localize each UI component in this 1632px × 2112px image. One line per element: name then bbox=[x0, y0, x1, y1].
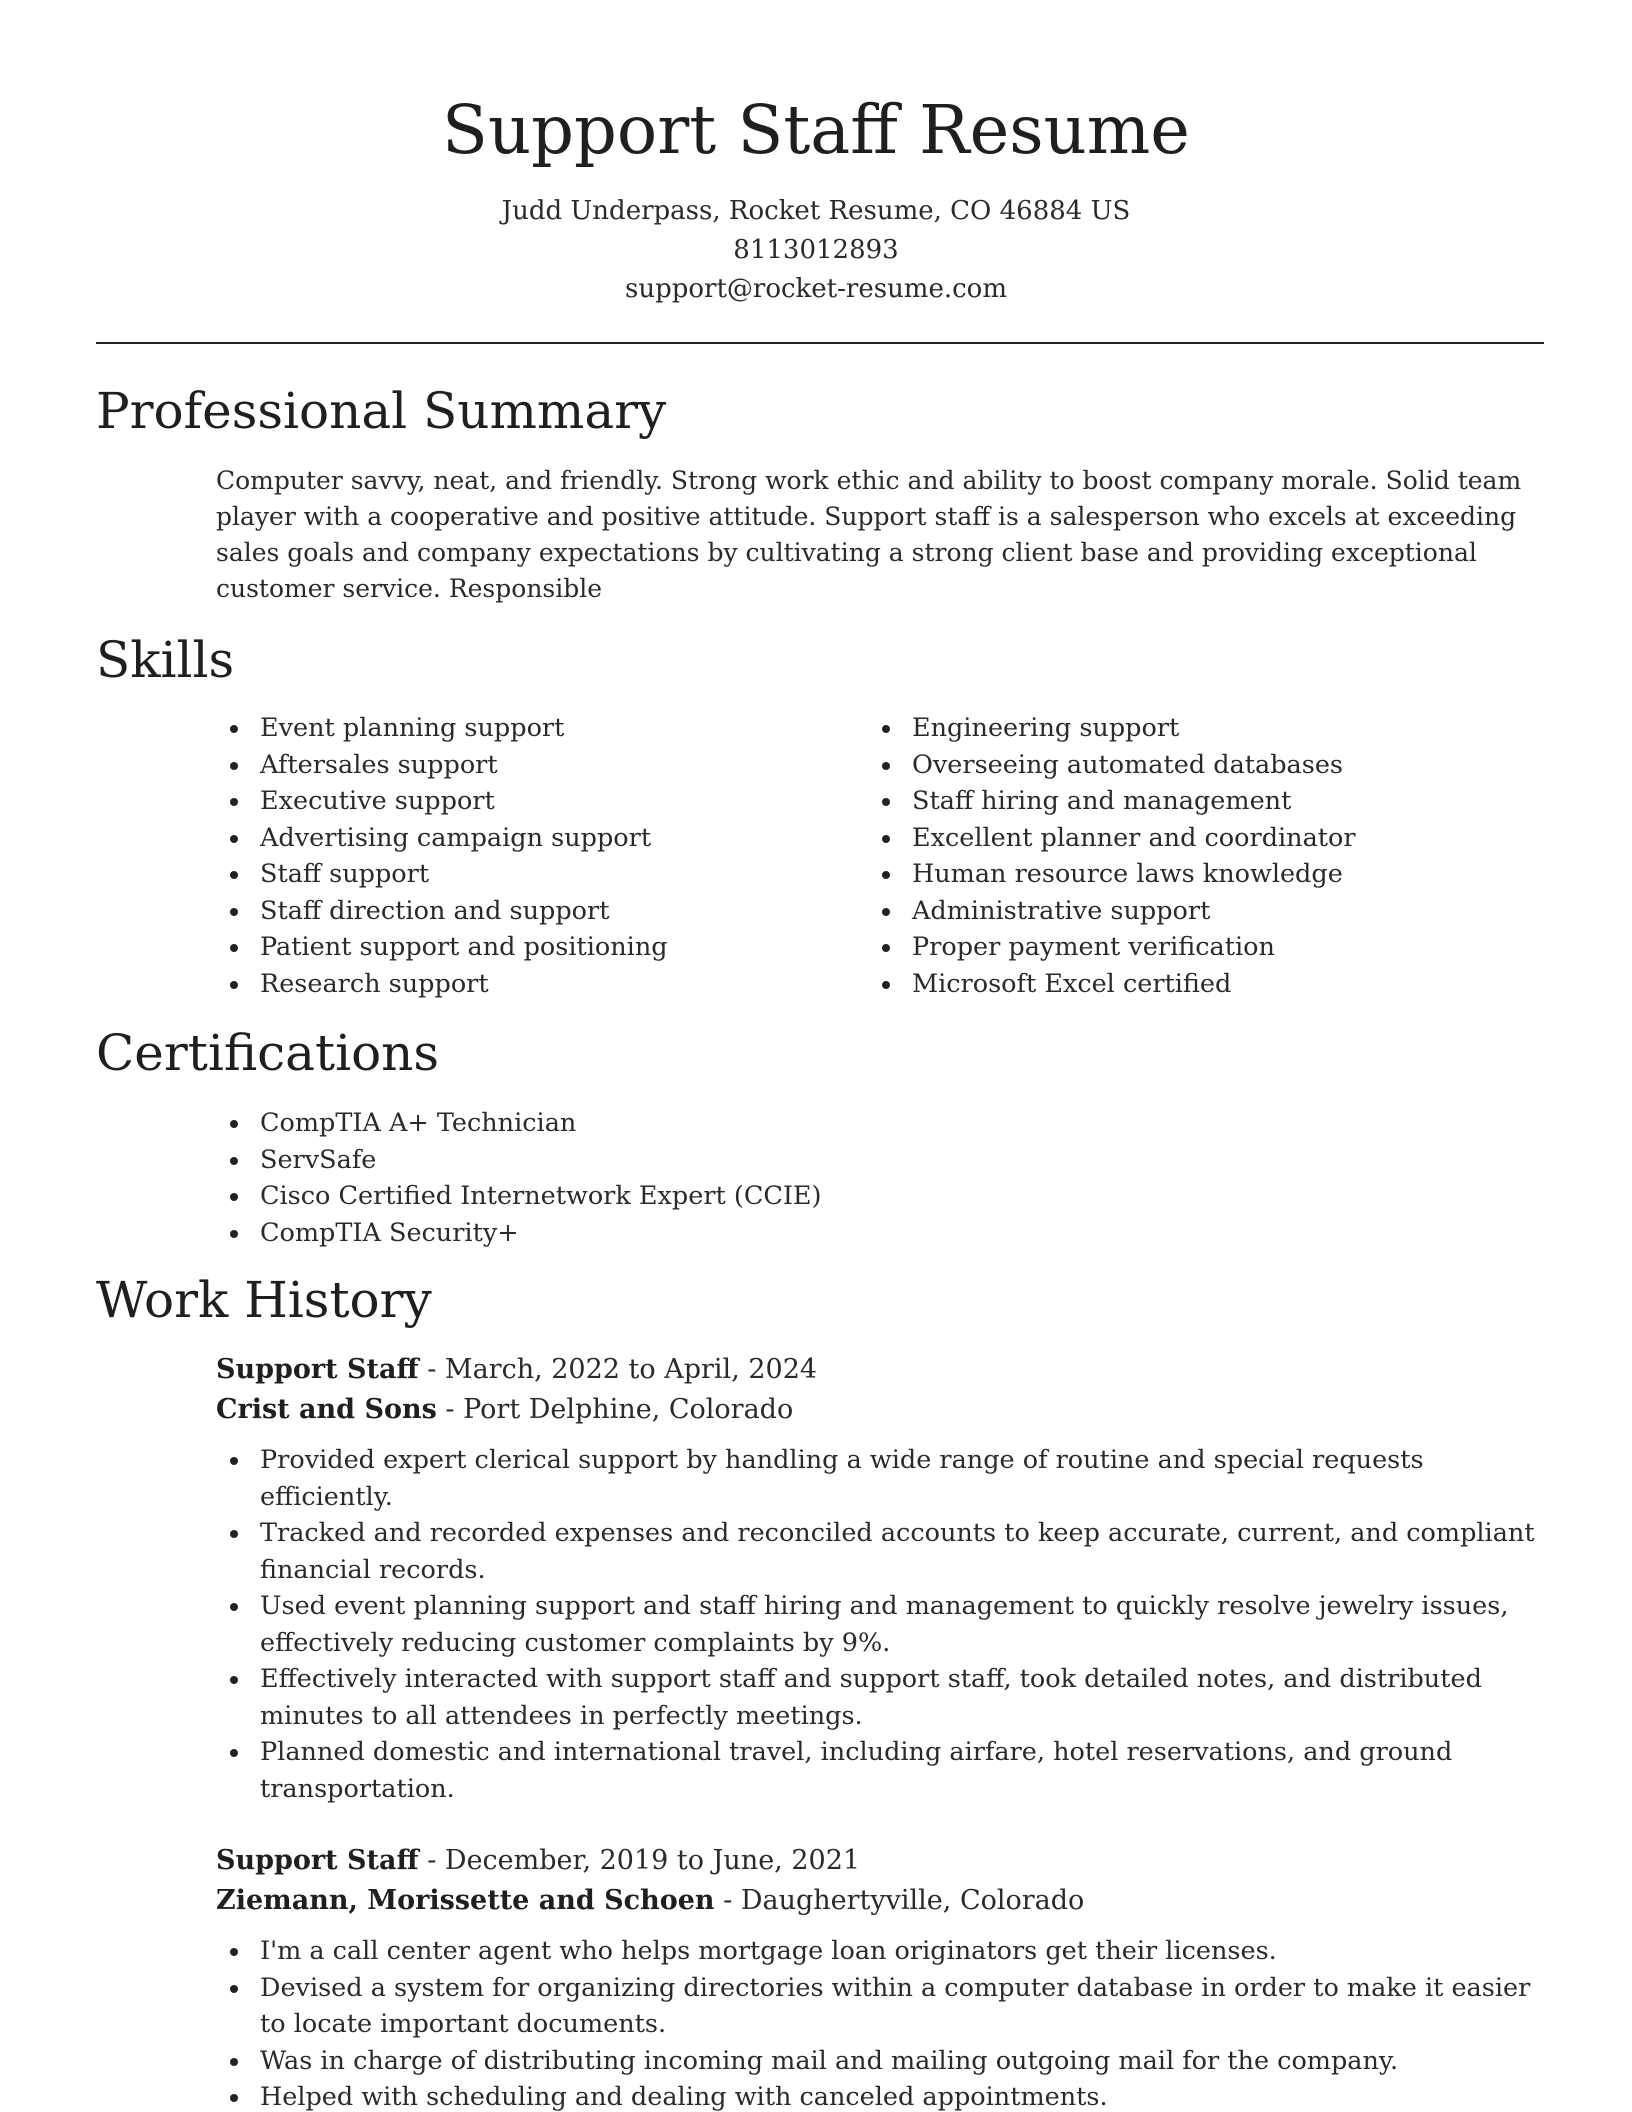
certification-item bbox=[216, 1178, 1544, 1215]
skill-item bbox=[868, 856, 1520, 893]
job-company-line bbox=[216, 1881, 1544, 1921]
certification-item-text: CompTIA Security+ bbox=[260, 1217, 519, 1248]
responsibility-item-text: Helped with scheduling and dealing with canceled appointments. bbox=[260, 2082, 1108, 2112]
skill-item bbox=[216, 929, 868, 966]
bullet-dot bbox=[230, 1230, 238, 1238]
bullet-dot bbox=[230, 798, 238, 806]
responsibility-item bbox=[216, 2043, 1542, 2080]
skill-item bbox=[216, 893, 868, 930]
certification-item-text: Cisco Certified Internetwork Expert (CCIE) bbox=[260, 1181, 822, 1211]
bullet-dot bbox=[230, 725, 238, 733]
bullet-dot bbox=[230, 908, 238, 916]
bullet-dot bbox=[230, 981, 238, 989]
job-company: Ziemann, Morissette and Schoen bbox=[216, 1885, 715, 1916]
skill-item-text: Overseeing automated databases bbox=[912, 749, 1344, 780]
bullet-dot bbox=[882, 871, 890, 879]
job-title: Support Staff bbox=[216, 1354, 419, 1385]
bullet-dot bbox=[882, 944, 890, 952]
bullet-dot bbox=[230, 1749, 238, 1757]
bullet-dot bbox=[230, 871, 238, 879]
responsibility-item-text: I'm a call center agent who helps mortgage loan originators get their licenses. bbox=[260, 1936, 1277, 1966]
job-entry bbox=[216, 1841, 1544, 2112]
bullet-dot bbox=[230, 1603, 238, 1611]
skill-item-text: Administrative support bbox=[912, 895, 1211, 926]
responsibility-item bbox=[216, 1970, 1542, 2043]
responsibility-item-text: Effectively interacted with support staff and support staff, took detailed notes, and distributed minutes to all attendees in perfectly meetings. bbox=[260, 1664, 1482, 1731]
skills-list-right bbox=[868, 710, 1520, 1002]
responsibility-item-text: Provided expert clerical support by handling a wide range of routine and special requests efficiently. bbox=[260, 1445, 1424, 1512]
skill-item-text: Engineering support bbox=[912, 713, 1180, 743]
job-entry bbox=[216, 1350, 1544, 1807]
separator: - bbox=[418, 1845, 445, 1876]
skill-item-text: Advertising campaign support bbox=[260, 822, 652, 853]
job-company: Crist and Sons bbox=[216, 1394, 437, 1425]
job-location: Daughertyville, Colorado bbox=[740, 1885, 1085, 1916]
skill-item-text: Excellent planner and coordinator bbox=[912, 822, 1356, 853]
skill-item bbox=[868, 820, 1520, 857]
bullet-dot bbox=[230, 1120, 238, 1128]
summary-heading: Professional Summary bbox=[96, 382, 667, 440]
responsibility-item-text: Tracked and recorded expenses and reconciled accounts to keep accurate, current, and compliant financial records. bbox=[260, 1518, 1535, 1585]
separator: - bbox=[436, 1394, 464, 1425]
responsibility-item bbox=[216, 1442, 1542, 1515]
bullet-dot bbox=[230, 835, 238, 843]
contact-info bbox=[0, 192, 1632, 309]
skill-item-text: Executive support bbox=[260, 786, 495, 816]
separator: - bbox=[418, 1354, 445, 1385]
bullet-dot bbox=[230, 1157, 238, 1165]
bullet-dot bbox=[882, 798, 890, 806]
certification-item bbox=[216, 1215, 1544, 1252]
work-history-heading: Work History bbox=[96, 1271, 432, 1329]
bullet-dot bbox=[230, 2058, 238, 2066]
contact-email: support@rocket-resume.com bbox=[624, 274, 1007, 304]
skill-item bbox=[868, 783, 1520, 820]
skills-heading: Skills bbox=[96, 631, 235, 689]
skills-list-left bbox=[216, 710, 868, 1002]
resume-title: Support Staff Resume bbox=[442, 91, 1190, 169]
job-company-line bbox=[216, 1390, 1544, 1430]
skill-item bbox=[216, 747, 868, 784]
bullet-dot bbox=[882, 835, 890, 843]
resume-header bbox=[0, 0, 1632, 309]
certifications-list bbox=[216, 1105, 1544, 1251]
certifications-heading: Certifications bbox=[96, 1024, 440, 1082]
responsibility-item-text: Used event planning support and staff hiring and management to quickly resolve jewelry issues, effectively reducing customer complaints by 9%. bbox=[260, 1591, 1509, 1658]
bullet-dot bbox=[882, 725, 890, 733]
responsibility-item-text: Devised a system for organizing directories within a computer database in order to make it easier to locate important documents. bbox=[260, 1972, 1531, 2039]
bullet-dot bbox=[230, 1985, 238, 1993]
separator: - bbox=[714, 1885, 741, 1916]
skill-item-text: Staff support bbox=[260, 859, 430, 889]
responsibility-item bbox=[216, 1515, 1542, 1588]
certification-item-text: CompTIA A+ Technician bbox=[260, 1108, 577, 1138]
skill-item-text: Staff direction and support bbox=[260, 895, 610, 926]
work-history-section bbox=[96, 1270, 1544, 2112]
header-divider bbox=[96, 342, 1544, 344]
bullet-dot bbox=[882, 908, 890, 916]
bullet-dot bbox=[230, 944, 238, 952]
skill-item-text: Patient support and positioning bbox=[260, 932, 668, 962]
job-title-line bbox=[216, 1350, 1544, 1390]
skills-columns bbox=[216, 710, 1544, 1002]
summary-section bbox=[96, 381, 1544, 607]
skill-item-text: Research support bbox=[260, 968, 489, 999]
skill-item-text: Event planning support bbox=[260, 713, 565, 743]
job-dates: December, 2019 to June, 2021 bbox=[444, 1845, 861, 1876]
bullet-dot bbox=[230, 1193, 238, 1201]
responsibility-item bbox=[216, 1588, 1542, 1661]
certifications-section bbox=[96, 1023, 1544, 1251]
responsibility-item-text: Planned domestic and international travel, including airfare, hotel reservations, and ground transportation. bbox=[260, 1737, 1453, 1804]
skill-item bbox=[216, 966, 868, 1003]
job-responsibilities bbox=[216, 1933, 1544, 2112]
bullet-dot bbox=[230, 1530, 238, 1538]
skill-item-text: Microsoft Excel certified bbox=[912, 968, 1232, 999]
contact-address: Judd Underpass, Rocket Resume, CO 46884 US bbox=[501, 196, 1131, 226]
skills-section bbox=[96, 630, 1544, 1002]
bullet-dot bbox=[882, 981, 890, 989]
bullet-dot bbox=[230, 2094, 238, 2102]
bullet-dot bbox=[882, 762, 890, 770]
certification-item bbox=[216, 1142, 1544, 1179]
skill-item bbox=[216, 856, 868, 893]
job-location: Port Delphine, Colorado bbox=[463, 1394, 794, 1425]
responsibility-item bbox=[216, 1933, 1542, 1970]
skill-item bbox=[216, 710, 868, 747]
skill-item bbox=[216, 820, 868, 857]
bullet-dot bbox=[230, 1457, 238, 1465]
responsibility-item bbox=[216, 2079, 1542, 2112]
responsibility-item bbox=[216, 1734, 1542, 1807]
job-dates: March, 2022 to April, 2024 bbox=[444, 1354, 818, 1385]
skill-item bbox=[216, 783, 868, 820]
certification-item-text: ServSafe bbox=[260, 1144, 377, 1175]
responsibility-item bbox=[216, 1661, 1542, 1734]
job-title: Support Staff bbox=[216, 1845, 419, 1876]
certification-item bbox=[216, 1105, 1544, 1142]
skill-item-text: Staff hiring and management bbox=[912, 786, 1292, 816]
skill-item bbox=[868, 893, 1520, 930]
skill-item bbox=[868, 929, 1520, 966]
bullet-dot bbox=[230, 1948, 238, 1956]
summary-text: Computer savvy, neat, and friendly. Strong work ethic and ability to boost company morale. Solid team player with a cooperative and positive attitude. Support staff is a salesperson who excels at exceeding sales goals and company expectations by cultivating a strong client base and providing exceptional customer service. Responsible bbox=[216, 466, 1522, 603]
skill-item-text: Aftersales support bbox=[260, 749, 498, 780]
bullet-dot bbox=[230, 1676, 238, 1684]
responsibility-item-text: Was in charge of distributing incoming mail and mailing outgoing mail for the company. bbox=[260, 2045, 1399, 2076]
job-list bbox=[216, 1350, 1544, 2112]
skill-item-text: Human resource laws knowledge bbox=[912, 859, 1343, 889]
skill-item-text: Proper payment verification bbox=[912, 932, 1275, 962]
skill-item bbox=[868, 966, 1520, 1003]
skill-item bbox=[868, 747, 1520, 784]
job-responsibilities bbox=[216, 1442, 1544, 1807]
contact-phone: 8113012893 bbox=[733, 235, 899, 265]
skill-item bbox=[868, 710, 1520, 747]
bullet-dot bbox=[230, 762, 238, 770]
job-title-line bbox=[216, 1841, 1544, 1881]
